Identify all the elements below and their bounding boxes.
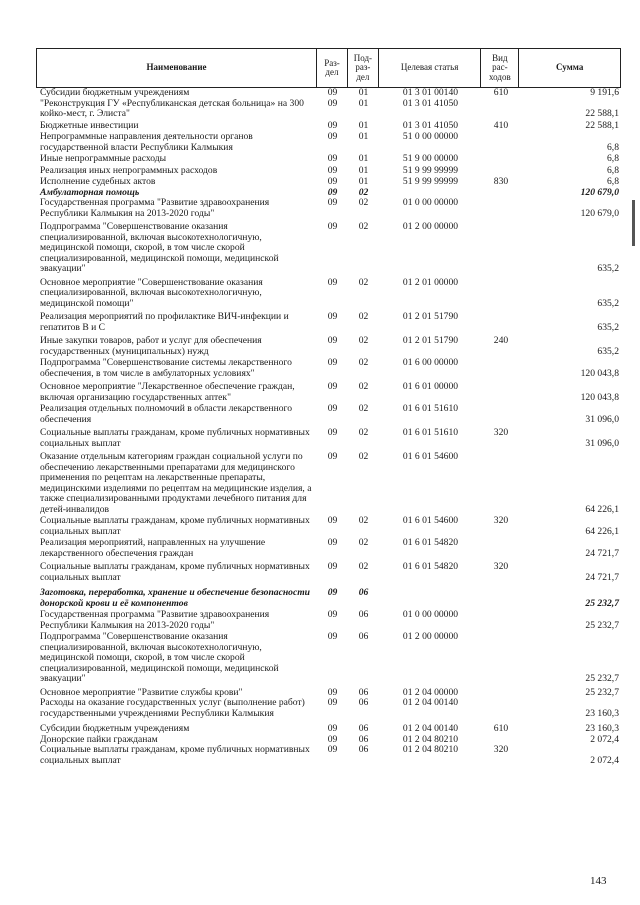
row-razdel: 09 <box>327 335 338 346</box>
row-razdel: 09 <box>327 87 338 98</box>
row-name: Социальные выплаты гражданам, кроме публичных нормативных социальных выплат <box>40 744 310 766</box>
row-target-article: 01 6 01 51610 <box>402 403 459 414</box>
row-sum: 9 191,6 <box>590 87 619 98</box>
row-name: Иные закупки товаров, работ и услуг для обеспечения государственных (муниципальных) нужд <box>40 335 262 357</box>
table-row <box>36 99 621 120</box>
row-name: Реализация иных непрограммных расходов <box>40 164 218 176</box>
row-name: Социальные выплаты гражданам, кроме публичных нормативных социальных выплат <box>40 561 310 583</box>
row-razdel: 09 <box>327 197 338 208</box>
table-row <box>36 562 621 583</box>
row-name: Расходы на оказание государственных услуг (выполнение работ) государственными учреждениями Республики Калмыкия <box>40 697 305 719</box>
row-sum: 635,2 <box>597 321 619 333</box>
table-header <box>36 48 621 88</box>
row-razdel: 09 <box>327 176 338 187</box>
row-name: Основное мероприятие "Совершенствование оказания специализированной, включая высокотехнологичную, медицинской помощи" <box>40 276 263 309</box>
row-name: Подпрограмма "Совершенствование системы лекарственного обеспечения, в том числе в амбулаторных условиях" <box>40 357 292 379</box>
row-podrazdel: 02 <box>358 451 369 462</box>
row-target-article: 01 6 01 54600 <box>402 451 459 462</box>
row-expense-type: 320 <box>493 744 509 755</box>
row-sum: 2 072,4 <box>590 733 619 745</box>
row-name: Субсидии бюджетным учреждениям <box>40 723 190 734</box>
row-sum: 31 096,0 <box>585 413 619 425</box>
row-target-article: 51 9 99 99999 <box>402 164 459 176</box>
header-expense-type: Вид рас- ходов <box>481 49 519 87</box>
row-podrazdel: 02 <box>358 515 369 526</box>
row-podrazdel: 01 <box>358 153 369 164</box>
header-sum: Сумма <box>555 62 584 73</box>
row-podrazdel: 02 <box>358 537 369 548</box>
row-sum: 25 232,7 <box>585 619 619 631</box>
row-razdel: 09 <box>327 451 338 462</box>
table-row <box>36 538 621 559</box>
row-sum: 120 679,0 <box>580 207 619 219</box>
row-podrazdel: 01 <box>358 119 369 131</box>
row-name: Исполнение судебных актов <box>40 176 156 187</box>
row-razdel: 09 <box>327 276 338 288</box>
row-razdel: 09 <box>327 311 338 322</box>
row-podrazdel: 06 <box>358 723 369 734</box>
table-row <box>36 588 621 609</box>
row-target-article: 01 6 01 51610 <box>402 427 459 438</box>
row-podrazdel: 06 <box>358 587 369 598</box>
row-razdel: 09 <box>327 153 338 164</box>
table-row <box>36 516 621 537</box>
row-razdel: 09 <box>327 381 338 392</box>
row-name: Иные непрограммные расходы <box>40 153 167 164</box>
row-podrazdel: 01 <box>358 97 369 109</box>
row-sum: 6,8 <box>607 164 619 176</box>
row-target-article: 51 0 00 00000 <box>402 131 459 142</box>
row-sum: 635,2 <box>597 345 619 357</box>
row-sum: 635,2 <box>597 263 619 274</box>
row-razdel: 09 <box>327 609 338 620</box>
row-target-article: 01 3 01 41050 <box>402 97 459 109</box>
row-razdel: 09 <box>327 733 338 745</box>
row-podrazdel: 01 <box>358 87 369 98</box>
row-podrazdel: 06 <box>358 744 369 755</box>
row-expense-type: 320 <box>493 515 509 526</box>
row-name: Оказание отдельным категориям граждан социальной услуги по обеспечению лекарственными препаратами для медицинского применения по рецептам на лекарственные препараты, медицинскими изделиями по рецептам на медицинские изделия, а также специализированными продуктами лечебного питания для детей-инвалидов <box>40 451 312 515</box>
table-row <box>36 312 621 333</box>
row-podrazdel: 02 <box>358 403 369 414</box>
row-podrazdel: 02 <box>358 335 369 346</box>
row-sum: 2 072,4 <box>590 754 619 766</box>
row-sum: 120 679,0 <box>580 186 619 198</box>
row-name: Государственная программа "Развитие здравоохранения Республики Калмыкия на 2013-2020 годы" <box>40 609 270 631</box>
table-row <box>36 132 621 153</box>
row-razdel: 09 <box>327 744 338 755</box>
row-sum: 25 232,7 <box>585 597 619 609</box>
table-row <box>36 428 621 449</box>
row-expense-type: 320 <box>493 427 509 438</box>
table-row <box>36 632 621 685</box>
row-target-article: 01 6 01 00000 <box>402 381 459 392</box>
row-name: Непрограммные направления деятельности органов государственной власти Республики Калмыкия <box>40 131 253 153</box>
row-target-article: 01 2 00 00000 <box>402 631 459 642</box>
row-name: Бюджетные инвестиции <box>40 119 139 131</box>
row-name: Реализация мероприятий по профилактике ВИЧ-инфекции и гепатитов В и С <box>40 311 289 333</box>
row-target-article: 51 9 99 99999 <box>402 176 459 187</box>
row-name: Реализация отдельных полномочий в области лекарственного обеспечения <box>40 403 292 425</box>
row-podrazdel: 01 <box>358 176 369 187</box>
table-row <box>36 724 621 735</box>
row-razdel: 09 <box>327 686 338 698</box>
header-podrazdel: Под- раз- дел <box>348 49 379 87</box>
table-row <box>36 336 621 357</box>
row-podrazdel: 02 <box>358 561 369 572</box>
row-razdel: 09 <box>327 697 338 708</box>
table-body <box>36 88 621 766</box>
row-expense-type: 410 <box>493 119 509 131</box>
row-razdel: 09 <box>327 561 338 572</box>
row-razdel: 09 <box>327 515 338 526</box>
row-podrazdel: 02 <box>358 221 369 232</box>
row-razdel: 09 <box>327 537 338 548</box>
row-expense-type: 610 <box>493 723 509 734</box>
table-row <box>36 88 621 99</box>
row-razdel: 09 <box>327 357 338 368</box>
row-podrazdel: 02 <box>358 197 369 208</box>
row-name: Заготовка, переработка, хранение и обеспечение безопасности донорской крови и её компонентов <box>40 587 311 609</box>
header-target-article: Целевая статья <box>379 49 482 87</box>
row-target-article: 01 2 00 00000 <box>402 221 459 232</box>
row-target-article: 01 2 04 00000 <box>402 686 459 698</box>
row-razdel: 09 <box>327 186 338 198</box>
row-razdel: 09 <box>327 131 338 142</box>
table-row <box>36 121 621 132</box>
row-razdel: 09 <box>327 164 338 176</box>
row-sum: 22 588,1 <box>585 119 619 131</box>
row-name: Подпрограмма "Совершенствование оказания специализированной, включая высокотехнологичную, медицинской помощи, скорой, в том числе скорой специализированной, медицинской помощи, медицинской эвакуации" <box>40 631 279 684</box>
table-row <box>36 154 621 165</box>
row-podrazdel: 02 <box>358 427 369 438</box>
row-razdel: 09 <box>327 427 338 438</box>
row-target-article: 51 9 00 00000 <box>402 153 459 164</box>
table-row <box>36 278 621 310</box>
row-podrazdel: 06 <box>358 609 369 620</box>
row-sum: 24 721,7 <box>585 547 619 559</box>
row-target-article: 01 2 04 00140 <box>402 723 459 734</box>
table-row <box>36 166 621 177</box>
row-razdel: 09 <box>327 587 338 598</box>
row-sum: 6,8 <box>607 176 619 187</box>
row-podrazdel: 02 <box>358 381 369 392</box>
row-name: Реализация мероприятий, направленных на улучшение лекарственного обеспечения граждан <box>40 537 266 559</box>
row-sum: 64 226,1 <box>585 503 619 515</box>
row-name: Субсидии бюджетным учреждениям <box>40 87 190 98</box>
row-target-article: 01 3 01 41050 <box>402 119 459 131</box>
row-target-article: 01 6 01 54820 <box>402 561 459 572</box>
table-row <box>36 358 621 379</box>
row-sum: 120 043,8 <box>580 367 619 379</box>
row-sum: 25 232,7 <box>585 686 619 698</box>
row-target-article: 01 0 00 00000 <box>402 609 459 620</box>
row-expense-type: 240 <box>493 335 509 346</box>
row-podrazdel: 02 <box>358 276 369 288</box>
row-expense-type: 610 <box>493 87 509 98</box>
row-sum: 6,8 <box>607 141 619 153</box>
table-row <box>36 404 621 425</box>
row-razdel: 09 <box>327 119 338 131</box>
row-razdel: 09 <box>327 631 338 642</box>
table-row <box>36 610 621 631</box>
table-row <box>36 222 621 275</box>
row-razdel: 09 <box>327 723 338 734</box>
row-target-article: 01 6 01 54600 <box>402 515 459 526</box>
row-sum: 23 160,3 <box>585 707 619 719</box>
row-razdel: 09 <box>327 97 338 109</box>
row-name: Социальные выплаты гражданам, кроме публичных нормативных социальных выплат <box>40 427 310 449</box>
row-podrazdel: 01 <box>358 164 369 176</box>
row-target-article: 01 2 01 51790 <box>402 311 459 322</box>
row-name: Донорские пайки гражданам <box>40 733 158 745</box>
row-razdel: 09 <box>327 221 338 232</box>
header-name: Наименование <box>37 49 317 87</box>
table-row <box>36 745 621 766</box>
row-name: Основное мероприятие "Развитие службы крови" <box>40 686 243 698</box>
page-number: 143 <box>590 875 607 887</box>
row-podrazdel: 02 <box>358 311 369 322</box>
row-sum: 23 160,3 <box>585 723 619 734</box>
row-razdel: 09 <box>327 403 338 414</box>
row-sum: 31 096,0 <box>585 437 619 449</box>
row-podrazdel: 06 <box>358 631 369 642</box>
row-target-article: 01 2 04 80210 <box>402 744 459 755</box>
table-row <box>36 198 621 219</box>
row-podrazdel: 06 <box>358 697 369 708</box>
row-name: Государственная программа "Развитие здравоохранения Республики Калмыкия на 2013-2020 годы" <box>40 197 270 219</box>
row-podrazdel: 02 <box>358 186 369 198</box>
row-sum: 64 226,1 <box>585 525 619 537</box>
row-sum: 22 588,1 <box>585 108 619 119</box>
row-name: Социальные выплаты гражданам, кроме публичных нормативных социальных выплат <box>40 515 310 537</box>
scan-edge-mark <box>632 200 635 246</box>
row-target-article: 01 2 04 00140 <box>402 697 459 708</box>
row-target-article: 01 2 01 00000 <box>402 276 459 288</box>
row-name: Основное мероприятие "Лекарственное обеспечение граждан, включая организацию государственных аптек" <box>40 381 295 403</box>
table-row <box>36 382 621 403</box>
row-podrazdel: 06 <box>358 733 369 745</box>
row-target-article: 01 6 00 00000 <box>402 357 459 368</box>
row-target-article: 01 2 04 80210 <box>402 733 459 745</box>
row-name: Подпрограмма "Совершенствование оказания специализированной, включая высокотехнологичную, медицинской помощи, скорой, в том числе скорой специализированной, медицинской помощи, медицинской эвакуации" <box>40 221 279 274</box>
header-razdel: Раз- дел <box>317 49 348 87</box>
row-sum: 25 232,7 <box>585 673 619 684</box>
row-target-article: 01 3 01 00140 <box>402 87 459 98</box>
row-target-article: 01 6 01 54820 <box>402 537 459 548</box>
table-row <box>36 698 621 719</box>
row-sum: 635,2 <box>597 297 619 309</box>
row-sum: 24 721,7 <box>585 571 619 583</box>
row-target-article: 01 2 01 51790 <box>402 335 459 346</box>
table-row <box>36 177 621 188</box>
row-podrazdel: 01 <box>358 131 369 142</box>
row-target-article: 01 0 00 00000 <box>402 197 459 208</box>
row-podrazdel: 06 <box>358 686 369 698</box>
table-row <box>36 452 621 515</box>
row-expense-type: 320 <box>493 561 509 572</box>
row-podrazdel: 02 <box>358 357 369 368</box>
row-sum: 120 043,8 <box>580 391 619 403</box>
row-expense-type: 830 <box>493 176 509 187</box>
row-name: Амбулаторная помощь <box>40 186 140 198</box>
row-sum: 6,8 <box>607 153 619 164</box>
row-name: "Реконструкция ГУ «Республиканская детская больница» на 300 койко-мест, г. Элиста" <box>40 97 304 119</box>
